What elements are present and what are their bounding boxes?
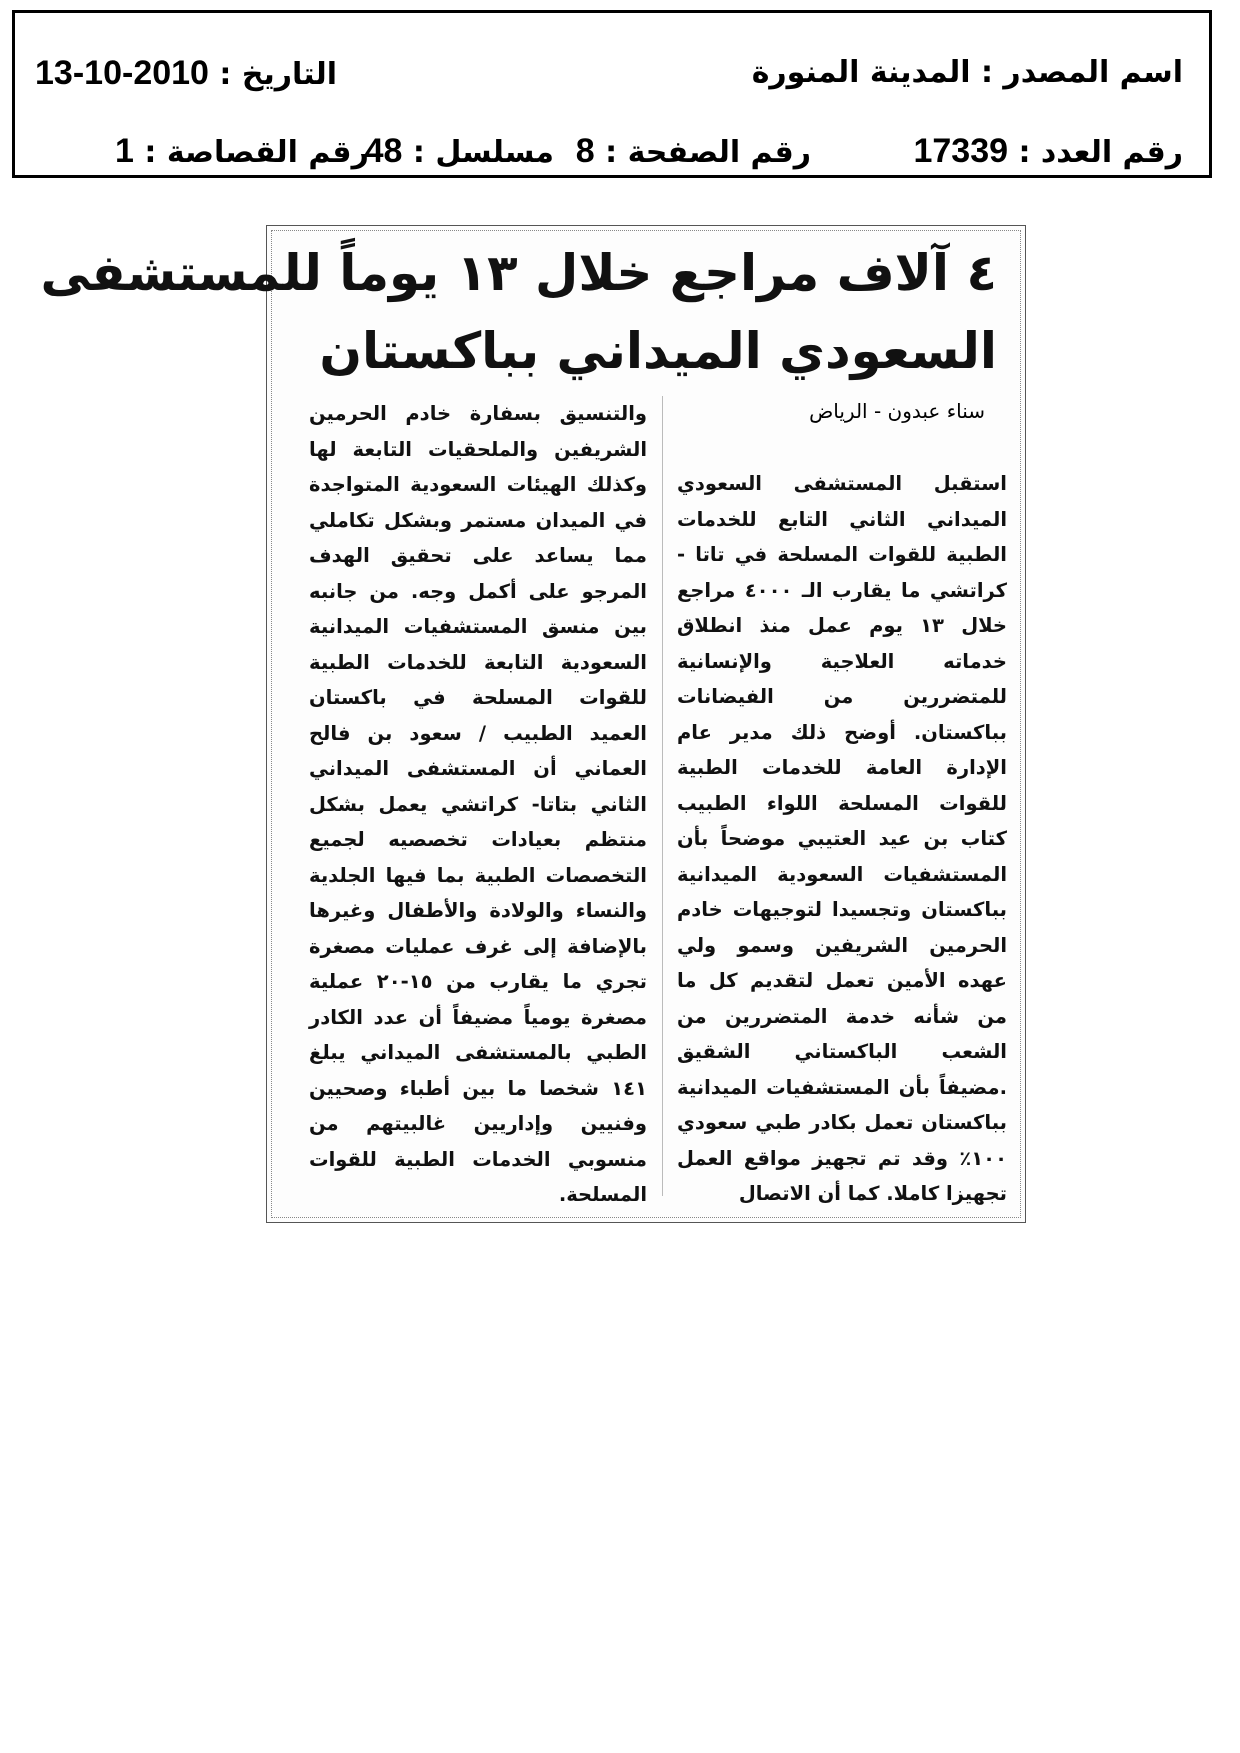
serial-value: 48 [364, 132, 403, 170]
issue-label: رقم العدد : [1018, 135, 1183, 170]
issue-value: 17339 [913, 132, 1009, 170]
date-value: 2010-10-13 [35, 54, 209, 92]
issue-field [913, 131, 1183, 173]
page-label: رقم الصفحة : [605, 135, 811, 170]
source-label: اسم المصدر : المدينة المنورة [751, 55, 1183, 90]
article-text-left: والتنسيق بسفارة خادم الحرمين الشريفين والملحقيات التابعة لها وكذلك الهيئات السعودية المتواجدة في الميدان مستمر وبشكل تكاملي مما يساعد على تحقيق الهدف المرجو على أكمل وجه. من جانبه بين منسق المستشفيات الميدانية السعودية التابعة للخدمات الطبية للقوات المسلحة في باكستان العميد الطبيب / سعود بن فالح العماني أن المستشفى الميداني الثاني بتاتا- كراتشي يعمل بشكل منتظم بعيادات تخصصيه لجميع التخصصات الطبية بما فيها الجلدية والنساء والولادة والأطفال وغيرها بالإضافة إلى غرف عمليات مصغرة تجري ما يقارب من ١٥-٢٠ عملية مصغرة يومياً مضيفاً أن عدد الكادر الطبي بالمستشفى الميداني يبلغ ١٤١ شخصا ما بين أطباء وصحيين وفنيين وإداريين غالبيتهم من منسوبي الخدمات الطبية للقوات المسلحة. [309, 402, 647, 1206]
newspaper-clipping [40, 225, 1026, 1223]
article-column-left [309, 396, 647, 1213]
date-label: التاريخ : [219, 57, 338, 92]
article-text-right: استقبل المستشفى السعودي الميداني الثاني التابع للخدمات الطبية للقوات المسلحة في تاتا - كراتشي ما يقارب الـ ٤٠٠٠ مراجع خلال ١٣ يوم عمل منذ انطلاق خدماته العلاجية والإنسانية للمتضررين من الفيضانات بباكستان. أوضح ذلك مدير عام الإدارة العامة للخدمات الطبية للقوات المسلحة اللواء الطبيب كتاب بن عيد العتيبي موضحاً بأن المستشفيات السعودية الميدانية بباكستان وتجسيدا لتوجيهات خادم الحرمين الشريفين وسمو ولي عهده الأمين تعمل لتقديم كل ما من شأنه خدمة المتضررين من الشعب الباكستاني الشقيق .مضيفاً بأن المستشفيات الميدانية بباكستان تعمل بكادر طبي سعودي ١٠٠٪ وقد تم تجهيز مواقع العمل تجهيزا كاملا. كما أن الاتصال [677, 472, 1007, 1205]
source-field [752, 53, 1183, 93]
page-value: 8 [575, 132, 595, 170]
column-divider [662, 396, 663, 1196]
byline: سناء عبدون - الرياض [809, 399, 985, 423]
clip-number-value: 1 [115, 132, 134, 170]
serial-field [365, 131, 554, 173]
serial-label: مسلسل : [412, 135, 554, 170]
page-field [576, 131, 811, 173]
headline-line-2: السعودي الميداني بباكستان [319, 322, 997, 380]
article-column-right [677, 466, 1007, 1212]
clip-number-field [115, 131, 369, 173]
headline-line-1: ٤ آلاف مراجع خلال ١٣ يوماً للمستشفى [40, 244, 997, 302]
date-field [35, 53, 337, 95]
clipping-metadata-box [12, 10, 1212, 178]
clip-number-label: رقم القصاصة : [144, 135, 369, 170]
